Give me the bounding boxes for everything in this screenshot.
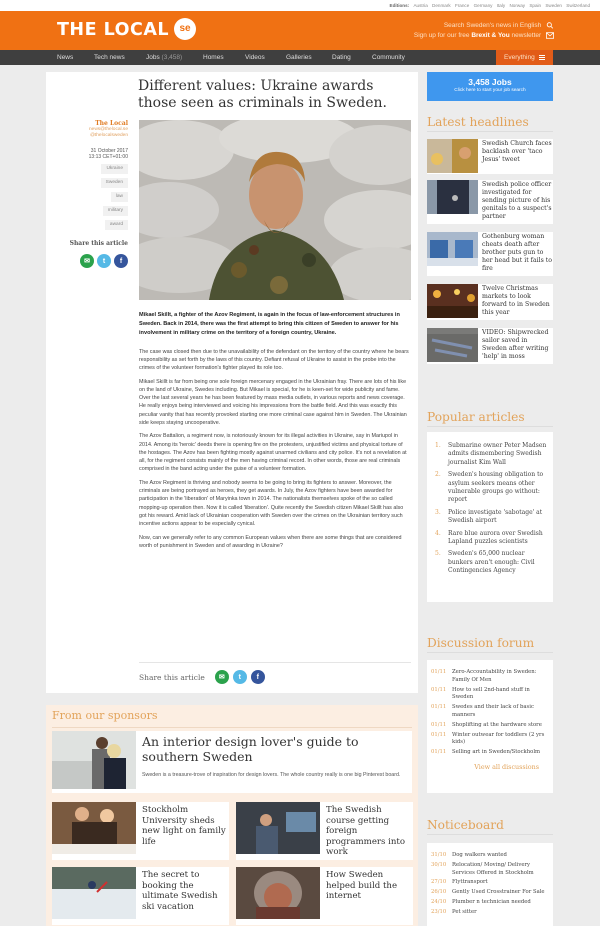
- article-hero-image: [139, 120, 411, 300]
- notice-date: 31/10: [431, 852, 447, 858]
- notice-date: 23/10: [431, 908, 447, 915]
- popular-rank: 1.: [435, 442, 441, 449]
- jobs-count: 3,458 Jobs: [468, 77, 512, 87]
- forum-date: 01/11: [431, 731, 447, 738]
- main-nav: [0, 50, 600, 65]
- sponsor-image-programmers: [236, 802, 320, 854]
- jobs-search-button[interactable]: [427, 72, 553, 101]
- notice-date: 26/10: [431, 889, 447, 896]
- headline-item[interactable]: [427, 328, 553, 364]
- popular-item[interactable]: [435, 442, 547, 467]
- notice-title: Plumber n technician needed: [452, 898, 531, 905]
- sponsor-featured-desc: Sweden is a treasure-trove of inspiration for design lovers. The whole country really is one big Pinterest board.: [142, 772, 401, 778]
- sponsors-section: [46, 705, 418, 926]
- notice-title: Relocation/ Moving/ Delivery Services Offered in Stockholm: [452, 861, 534, 876]
- notice-title: Gently Used Crosstrainer For Sale: [452, 889, 545, 896]
- notice-item[interactable]: [431, 899, 547, 907]
- headline-title: VIDEO: Shipwrecked sailor saved in Sweden after writing 'help' in moss: [482, 329, 549, 361]
- popular-item[interactable]: [435, 530, 547, 547]
- edition-sweden[interactable]: Sweden: [545, 3, 562, 8]
- forum-date: 01/11: [431, 749, 447, 756]
- noticeboard-heading: Noticeboard: [427, 818, 553, 835]
- forum-title: Swedes and their lack of basic manners: [452, 704, 534, 718]
- article-paragraph: Now, can we generally refer to any common European values when there are some things that are considered worth of punishment in Sweden and of awarding in Ukraine?: [139, 534, 402, 549]
- notice-item[interactable]: [431, 879, 547, 887]
- nav-galleries[interactable]: Galleries: [286, 54, 312, 61]
- popular-title: Sweden's housing obligation to asylum seekers means other vulnerable groups go without: report: [448, 471, 544, 504]
- search-icon: [546, 22, 554, 29]
- divider: [52, 727, 412, 728]
- newsletter-name: Brexit & You: [471, 32, 510, 39]
- headline-title: Swedish police officer investigated for sending picture of his genitals to a suspect's partner: [482, 181, 552, 221]
- headline-title: Swedish Church faces backlash over 'taco Jesus' tweet: [482, 140, 552, 164]
- discussion-forum-heading: Discussion forum: [427, 636, 553, 653]
- popular-rank: 2.: [435, 471, 441, 479]
- header-links: [414, 21, 554, 41]
- forum-item[interactable]: [431, 687, 547, 703]
- forum-title: Winter outwear for toddlers (2 yrs kids): [452, 731, 545, 746]
- headline-image: [427, 328, 478, 362]
- site-logo[interactable]: THE LOCAL: [57, 20, 170, 40]
- author-name[interactable]: The Local: [95, 120, 128, 127]
- sponsor-image-ski: [52, 867, 136, 919]
- popular-title: Police investigate 'sabotage' at Swedish airport: [448, 508, 543, 525]
- notice-date: 30/10: [431, 861, 447, 868]
- popular-item[interactable]: [435, 509, 547, 526]
- edition-austria[interactable]: Austria: [413, 3, 428, 8]
- article-byline: [46, 120, 128, 268]
- forum-date: 01/11: [431, 704, 447, 711]
- sponsor-title: The Swedish course getting foreign programmers into work: [326, 805, 406, 858]
- notice-title: Flyttransport: [452, 879, 488, 886]
- edition-denmark[interactable]: Denmark: [432, 3, 451, 8]
- popular-title: Submarine owner Peter Madsen admits dismembering Swedish journalist Kim Wall: [448, 442, 547, 466]
- newsletter-prefix: Sign up for our free: [413, 32, 472, 39]
- forum-date: 01/11: [431, 669, 447, 675]
- nav-videos[interactable]: Videos: [245, 54, 265, 61]
- popular-rank: 5.: [435, 550, 441, 558]
- share-bar-bottom: [139, 662, 411, 684]
- edition-switzerland[interactable]: Switzerland: [566, 3, 590, 8]
- email-share-icon[interactable]: ✉: [215, 670, 229, 684]
- article-lead: Mikael Skillt, a fighter of the Azov Regiment, is again in the focus of law-enforcement structures in Sweden. Back in 2014, there was the first attempt to bring this citizen of Sweden to answer for his involvement in military crime on the territory of a foreign country, Ukraine.: [139, 312, 400, 337]
- everything-label: Everything: [504, 54, 535, 61]
- forum-item[interactable]: [431, 732, 547, 748]
- headline-item[interactable]: [427, 180, 553, 224]
- sponsor-title: The secret to booking the ultimate Swedish ski vacation: [142, 870, 218, 912]
- envelope-icon: [546, 32, 554, 39]
- headline-image: [427, 284, 478, 318]
- popular-articles-heading: Popular articles: [427, 410, 553, 427]
- nav-jobs-count: (3,458): [161, 54, 183, 61]
- tag-ukraine[interactable]: Ukraine: [101, 164, 128, 174]
- author-email[interactable]: news@thelocal.se: [88, 127, 128, 132]
- latest-headlines-heading: Latest headlines: [427, 115, 553, 132]
- sponsor-title: Stockholm University sheds new light on family life: [142, 805, 226, 847]
- share-icons-side: [46, 254, 128, 268]
- nav-dating[interactable]: Dating: [332, 54, 351, 61]
- article-paragraph: The case was closed then due to the unavailability of the defendant on the territory of the country where he bears responsibility as set forth by the laws of this country. Defiant refusal of Ukraine to assist in the probe into the crimes of the volunteer formation's fighter played its role too.: [139, 348, 409, 372]
- popular-rank: 3.: [435, 508, 441, 516]
- notice-date: 27/10: [431, 879, 447, 886]
- nav-news[interactable]: News: [57, 54, 74, 61]
- edition-france[interactable]: France: [454, 3, 470, 8]
- forum-title: How to sell 2nd-hand stuff in Sweden: [452, 686, 530, 701]
- nav-jobs-label: Jobs: [146, 54, 160, 61]
- notice-title: Dog walkers wanted: [452, 852, 507, 858]
- share-label-bottom: Share this article: [139, 672, 205, 682]
- jobs-subtitle: Click here to start your job search: [454, 88, 526, 93]
- tag-award[interactable]: award: [105, 220, 128, 230]
- tag-military[interactable]: military: [103, 206, 128, 216]
- popular-title: Rare blue aurora over Swedish Lapland puzzles scientists: [448, 529, 543, 546]
- forum-item[interactable]: [431, 669, 547, 685]
- publish-time: 13:13 CET+01:00: [88, 154, 128, 160]
- sponsor-featured[interactable]: [52, 731, 412, 793]
- sponsor-title: How Sweden helped build the internet: [326, 870, 398, 902]
- tag-law[interactable]: law: [111, 192, 128, 202]
- editions-label: Editions:: [389, 3, 410, 8]
- sponsor-image-family: [52, 802, 136, 854]
- facebook-share-icon[interactable]: f: [251, 670, 265, 684]
- view-all-discussions-link[interactable]: View all discussions: [474, 762, 539, 771]
- newsletter-suffix: newsletter: [509, 32, 542, 39]
- edition-germany[interactable]: Germany: [473, 3, 493, 8]
- author-twitter[interactable]: @thelocalsweden: [90, 133, 128, 138]
- notice-item[interactable]: [431, 852, 547, 860]
- headline-image: [427, 180, 478, 214]
- site-header: [0, 11, 600, 50]
- popular-articles-list: [427, 432, 553, 602]
- notice-item[interactable]: [431, 862, 547, 878]
- popular-title: Sweden's 65,000 nuclear bunkers aren't enough: Civil Contingencies Agency: [448, 550, 535, 575]
- everything-menu-button[interactable]: [496, 50, 553, 65]
- nav-homes[interactable]: Homes: [203, 54, 224, 61]
- email-share-icon[interactable]: ✉: [80, 254, 94, 268]
- headline-title: Gothenburg woman cheats death after brother puts gun to her head but it fails to fire: [482, 233, 552, 273]
- forum-date: 01/11: [431, 721, 447, 728]
- notice-item[interactable]: [431, 889, 547, 897]
- sponsor-featured-image: [52, 731, 136, 789]
- discussion-forum-list: [427, 660, 553, 793]
- headline-item[interactable]: [427, 139, 553, 174]
- article-card: [46, 72, 418, 693]
- facebook-share-icon[interactable]: f: [114, 254, 128, 268]
- notice-title: Pet sitter: [452, 908, 477, 915]
- nav-community[interactable]: Community: [372, 54, 405, 61]
- article-paragraph: The Azov Battalion, a regiment now, is notoriously known for its illegal activities in Ukraine, say in Mariupol in 2014. Among its 'heroic' deeds there is opening fire on the protesters, unjustified victims and physical torture of the hostages. The Azov has been fighting mostly against unarmed civilians and city police. It's not a revelation at all, for the regiment consists mainly of the men having criminal record. In other words, those are real criminals comprised in the band acting under the guise of a volunteer formation.: [139, 433, 407, 473]
- sponsor-item[interactable]: [52, 867, 229, 925]
- noticeboard-list: [427, 843, 553, 926]
- notice-date: 24/10: [431, 898, 447, 905]
- article-body: [139, 311, 411, 555]
- twitter-share-icon[interactable]: t: [97, 254, 111, 268]
- forum-title: Selling art in Sweden/Stockholm: [452, 749, 541, 756]
- tag-sweden[interactable]: Sweden: [101, 178, 128, 188]
- article-paragraph: The Azov Regiment is thriving and nobody seems to be going to bring its fighters to answer. Moreover, the criminals are being portrayed as heroes, they get awards. In July, the Azov fighters have been awarded for participation in the 'liberation' of Maryinka town in 2014. The nationalists themselves spoke of the so called mopping-up operation then. Now it is called 'liberation'. Quite recently the Swedish citizen Mikael Skillt has also got his reward. Amid lack of Ukrainian cooperation with Sweden over the crimes on the Ukrainian territory such incentive actions appear to be especially cynical.: [139, 479, 404, 528]
- publish-date: 31 October 2017: [90, 148, 128, 154]
- search-link-label: Search Sweden's news in English: [443, 22, 542, 29]
- edition-italy[interactable]: Italy: [496, 3, 506, 8]
- forum-item[interactable]: [431, 704, 547, 720]
- edition-spain[interactable]: Spain: [529, 3, 542, 8]
- forum-title: Shoplifting at the hardware store: [452, 721, 542, 728]
- sponsor-item[interactable]: [236, 867, 413, 925]
- sponsors-heading: From our sponsors: [52, 709, 158, 722]
- nav-tech-news[interactable]: Tech news: [94, 54, 125, 61]
- forum-title: Zero-Accountability in Sweden: Family Of Men: [452, 669, 537, 683]
- twitter-share-icon[interactable]: t: [233, 670, 247, 684]
- sponsor-featured-title: An interior design lover's guide to southern Sweden: [142, 734, 359, 764]
- headline-image: [427, 139, 478, 173]
- newsletter-link[interactable]: [414, 31, 554, 41]
- sponsor-item[interactable]: [236, 802, 413, 860]
- forum-item[interactable]: [431, 749, 547, 757]
- popular-item[interactable]: [435, 471, 547, 505]
- sponsor-item[interactable]: [52, 802, 229, 860]
- share-label-side: Share this article: [69, 240, 128, 247]
- sponsor-image-viking: [236, 867, 320, 919]
- editions-bar: [0, 0, 600, 11]
- article-title: Different values: Ukraine awards those seen as criminals in Sweden.: [138, 78, 387, 111]
- forum-date: 01/11: [431, 686, 447, 693]
- headline-title: Twelve Christmas markets to look forward to in Sweden this year: [482, 285, 550, 317]
- edition-norway[interactable]: Norway: [509, 3, 526, 8]
- headline-item[interactable]: [427, 232, 553, 276]
- soldier-photo: [139, 120, 411, 300]
- logo-badge[interactable]: se: [174, 18, 196, 40]
- headline-item[interactable]: [427, 284, 553, 320]
- headline-image: [427, 232, 478, 266]
- nav-jobs[interactable]: [146, 50, 182, 65]
- search-link[interactable]: [414, 21, 554, 31]
- popular-rank: 4.: [435, 529, 441, 537]
- popular-item[interactable]: [435, 550, 547, 575]
- notice-item[interactable]: [431, 909, 547, 917]
- forum-item[interactable]: [431, 722, 547, 730]
- article-paragraph: Mikael Skillt is far from being one sole foreign mercenary engaged in the Ukrainian fray. There are lots of his like on the land of Ukraine, Swedes including. But Mikael is special, for he is keen-set for wide publicity and fame. Over the last several years he has been featured by mass media outlets, in various reports and news coverage. He really enjoys being interviewed and voicing his impressions from the battle field. And this was exactly this peculiar vanity that has recently provoked starting one more criminal case against him in Sweden. The Ukrainian side keeps staying uncooperative.: [139, 378, 407, 426]
- hamburger-icon: [539, 55, 545, 60]
